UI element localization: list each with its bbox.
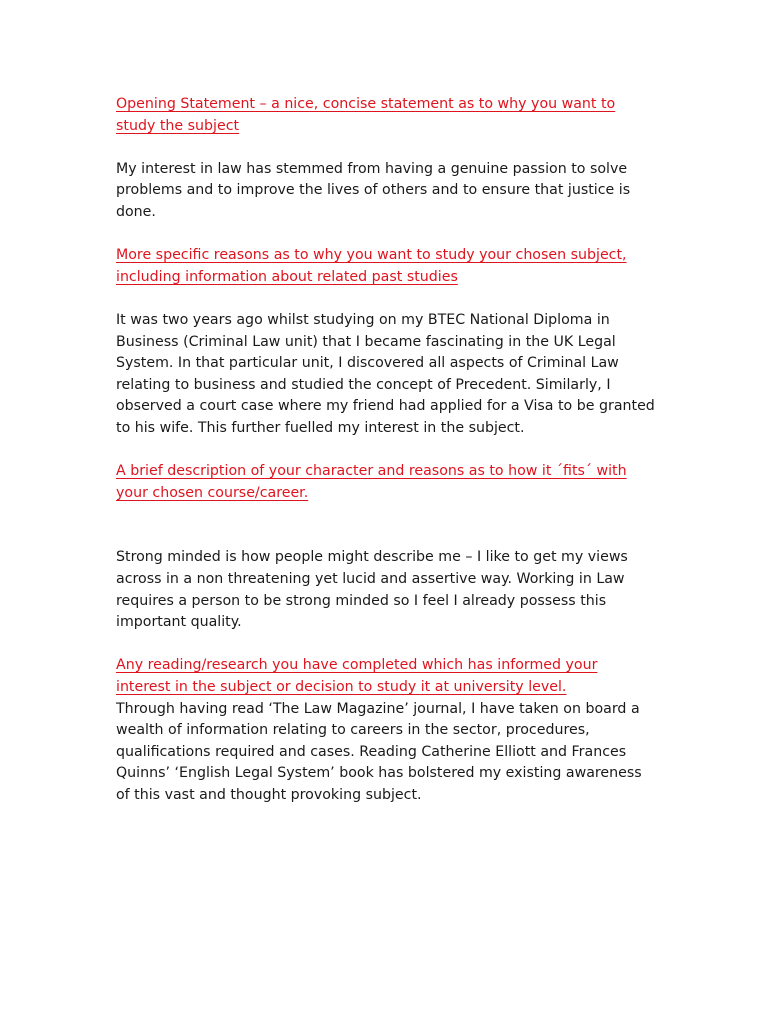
section-heading-opening-statement: Opening Statement – a nice, concise statement as to why you want to study the subject [116, 96, 616, 134]
section-heading-reading-research: Any reading/research you have completed which has informed your interest in the subject or decision to study it at university level. [116, 657, 598, 696]
section-heading-specific-reasons: More specific reasons as to why you want to study your chosen subject, including information about related past studies [116, 247, 627, 285]
spacer [116, 288, 656, 310]
section-body-opening-statement: My interest in law has stemmed from having a genuine passion to solve problems and to improve the lives of others and to ensure that justice is done. [116, 160, 631, 220]
section-body-character: Strong minded is how people might describe me – I like to get my views across in a non threatening yet lucid and assertive way. Working in Law requires a person to be strong minded so I feel I already possess this important quality. [116, 549, 628, 631]
spacer [116, 137, 656, 159]
section-body-reading-research: Through having read ‘The Law Magazine’ journal, I have taken on board a wealth of information relating to careers in the sector, procedures, qualifications required and cases. Reading Catherine Elliott and Frances Quinns’ ‘English Legal System’ book has bolstered my existing awareness of this vast and thought provoking subject. [116, 700, 642, 803]
spacer [116, 224, 656, 246]
spacer [116, 504, 656, 547]
document-page [116, 94, 656, 807]
section-heading-character: A brief description of your character and reasons as to how it ´fits´ with your chosen course/career. [116, 463, 627, 501]
spacer [116, 440, 656, 462]
section-body-specific-reasons: It was two years ago whilst studying on my BTEC National Diploma in Business (Criminal Law unit) that I became fascinating in the UK Legal System. In that particular unit, I discovered all aspects of Criminal Law relating to business and studied the concept of Precedent. Similarly, I observed a court case where my friend had applied for a Visa to be granted to his wife. This further fuelled my interest in the subject. [116, 311, 655, 436]
spacer [116, 634, 656, 656]
